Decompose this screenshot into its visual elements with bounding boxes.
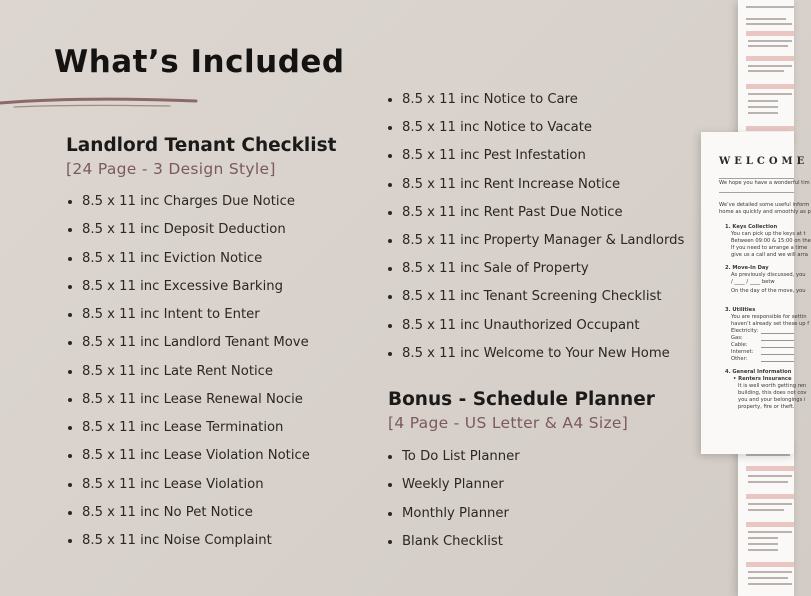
preview-text: building, this does not cov [738, 390, 807, 396]
preview-page-back-top [738, 0, 794, 140]
preview-text: You can pick up the keys at t [731, 231, 806, 237]
title-underline-swash [0, 94, 200, 110]
list-item: 8.5 x 11 inc Tenant Screening Checklist [386, 283, 684, 311]
page-title: What’s Included [54, 44, 345, 80]
list-item: 8.5 x 11 inc Welcome to Your New Home [386, 340, 684, 368]
list-item: 8.5 x 11 inc Notice to Care [386, 86, 684, 114]
list-item: 8.5 x 11 inc Unauthorized Occupant [386, 312, 684, 340]
preview-text: property, fire or theft. [738, 404, 795, 410]
landlord-section-subtitle: [24 Page - 3 Design Style] [66, 160, 276, 178]
preview-text: Internet: [731, 349, 754, 355]
preview-text: Electricity: [731, 328, 759, 334]
list-item: To Do List Planner [386, 443, 520, 471]
landlord-items-right [386, 86, 684, 368]
preview-text: • Renters Insurance [733, 376, 792, 382]
preview-text: home as quickly and smoothly as p [719, 209, 811, 215]
preview-text: Gas: [731, 335, 743, 341]
bonus-section-title: Bonus - Schedule Planner [388, 389, 655, 410]
preview-text: Other: [731, 356, 748, 362]
list-item: 8.5 x 11 inc Lease Violation [66, 471, 310, 499]
landlord-section-title: Landlord Tenant Checklist [66, 135, 337, 156]
preview-text: It is well worth getting ren [738, 383, 807, 389]
preview-heading: WELCOME [719, 156, 809, 167]
bonus-section-subtitle: [4 Page - US Letter & A4 Size] [388, 414, 629, 432]
list-item: 8.5 x 11 inc Excessive Barking [66, 273, 310, 301]
preview-page-back-bottom [738, 440, 794, 596]
list-item: 8.5 x 11 inc Lease Renewal Nocie [66, 386, 310, 414]
list-item: 8.5 x 11 inc Rent Past Due Notice [386, 199, 684, 227]
list-item: 8.5 x 11 inc Notice to Vacate [386, 114, 684, 142]
list-item: 8.5 x 11 inc Lease Termination [66, 414, 310, 442]
preview-text: haven’t already set these up f [731, 321, 810, 327]
preview-text: You are responsible for settin [731, 314, 807, 320]
list-item: 8.5 x 11 inc Deposit Deduction [66, 216, 310, 244]
landlord-items-left [66, 188, 310, 555]
list-item: Weekly Planner [386, 471, 520, 499]
preview-text: We’ve detailed some useful inform [719, 202, 810, 208]
list-item: 8.5 x 11 inc Noise Complaint [66, 527, 310, 555]
preview-section: 1. Keys Collection [725, 224, 778, 230]
list-item: 8.5 x 11 inc Rent Increase Notice [386, 171, 684, 199]
preview-text: you and your belongings i [738, 397, 806, 403]
preview-text: As previously discussed, you [731, 272, 806, 278]
list-item: 8.5 x 11 inc Late Rent Notice [66, 358, 310, 386]
preview-text: Between 09:00 & 15:00 on the [731, 238, 811, 244]
list-item: 8.5 x 11 inc Sale of Property [386, 255, 684, 283]
list-item: 8.5 x 11 inc No Pet Notice [66, 499, 310, 527]
preview-text: / ____ / ____ betw [731, 279, 775, 285]
preview-text: If you need to arrange a time [731, 245, 808, 251]
preview-section: 3. Utilities [725, 307, 756, 313]
list-item: 8.5 x 11 inc Property Manager & Landlords [386, 227, 684, 255]
preview-page-welcome [701, 132, 811, 454]
list-item: Monthly Planner [386, 500, 520, 528]
list-item: 8.5 x 11 inc Landlord Tenant Move [66, 329, 310, 357]
list-item: 8.5 x 11 inc Lease Violation Notice [66, 442, 310, 470]
preview-text: On the day of the move, you [731, 288, 806, 294]
preview-section: 2. Move-In Day [725, 265, 769, 271]
list-item: 8.5 x 11 inc Pest Infestation [386, 142, 684, 170]
list-item: 8.5 x 11 inc Intent to Enter [66, 301, 310, 329]
preview-text: Cable: [731, 342, 748, 348]
bonus-items [386, 443, 520, 556]
list-item: 8.5 x 11 inc Eviction Notice [66, 245, 310, 273]
preview-text: We hope you have a wonderful tim [719, 180, 810, 186]
list-item: 8.5 x 11 inc Charges Due Notice [66, 188, 310, 216]
list-item: Blank Checklist [386, 528, 520, 556]
preview-text: give us a call and we will arra [731, 252, 808, 258]
preview-section: 4. General Information [725, 369, 792, 375]
